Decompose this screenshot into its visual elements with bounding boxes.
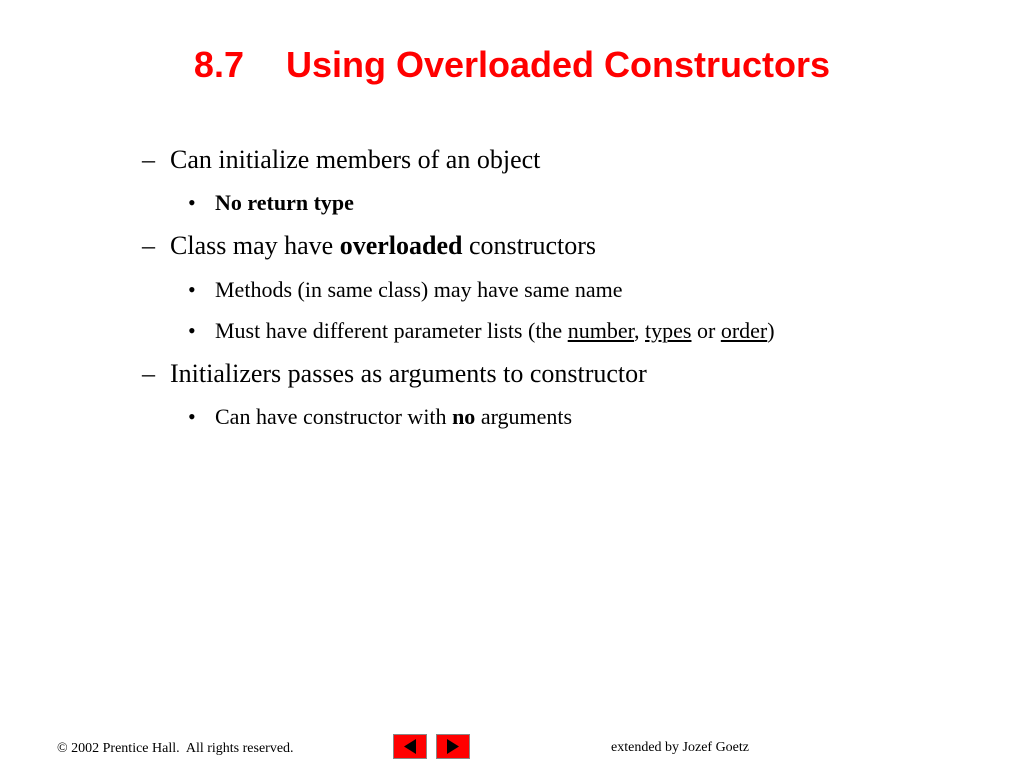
copyright-symbol: © — [57, 741, 68, 756]
bullet-text-post: constructors — [462, 231, 597, 260]
dot-marker: • — [188, 190, 196, 215]
underlined-term-types: types — [645, 318, 692, 343]
bullet-item — [142, 231, 596, 261]
bullet-text: Initializers passes as arguments to constructor — [170, 359, 647, 388]
next-slide-button[interactable] — [436, 734, 470, 759]
sub-bullet-item — [188, 190, 354, 216]
sub-bullet-item — [188, 404, 572, 430]
underlined-term-number: number — [567, 318, 635, 343]
bullet-text-bold: overloaded — [339, 231, 463, 260]
sub-bullet-text-post: arguments — [475, 404, 573, 429]
slide-title-text: Using Overloaded Constructors — [285, 44, 831, 85]
sub-bullet-text: Methods (in same class) may have same name — [215, 277, 623, 302]
sub-bullet-item — [188, 318, 775, 344]
dash-marker: – — [142, 145, 155, 174]
previous-slide-button[interactable] — [393, 734, 427, 759]
sub-bullet-item — [188, 277, 622, 303]
copyright-notice — [57, 741, 294, 757]
dash-marker: – — [142, 231, 155, 260]
separator: or — [691, 318, 721, 343]
sub-bullet-text: No return type — [215, 190, 354, 215]
dash-marker: – — [142, 359, 155, 388]
sub-bullet-text-pre: Must have different parameter lists (the — [215, 318, 568, 343]
arrow-left-icon — [394, 735, 426, 758]
dot-marker: • — [188, 277, 196, 302]
bullet-text-pre: Class may have — [170, 231, 340, 260]
bullet-item — [142, 359, 647, 389]
underlined-term-order: order — [720, 318, 768, 343]
bullet-text: Can initialize members of an object — [170, 145, 541, 174]
copyright-text: 2002 Prentice Hall. All rights reserved. — [71, 741, 294, 756]
author-credit: extended by Jozef Goetz — [611, 740, 749, 755]
slide-section-number: 8.7 — [193, 44, 244, 85]
bullet-item — [142, 145, 540, 175]
sub-bullet-text-pre: Can have constructor with — [215, 404, 453, 429]
dot-marker: • — [188, 318, 196, 343]
dot-marker: • — [188, 404, 196, 429]
arrow-right-icon — [437, 735, 469, 758]
sub-bullet-text-post: ) — [767, 318, 775, 343]
sub-bullet-text-bold: no — [452, 404, 476, 429]
separator: , — [634, 318, 646, 343]
